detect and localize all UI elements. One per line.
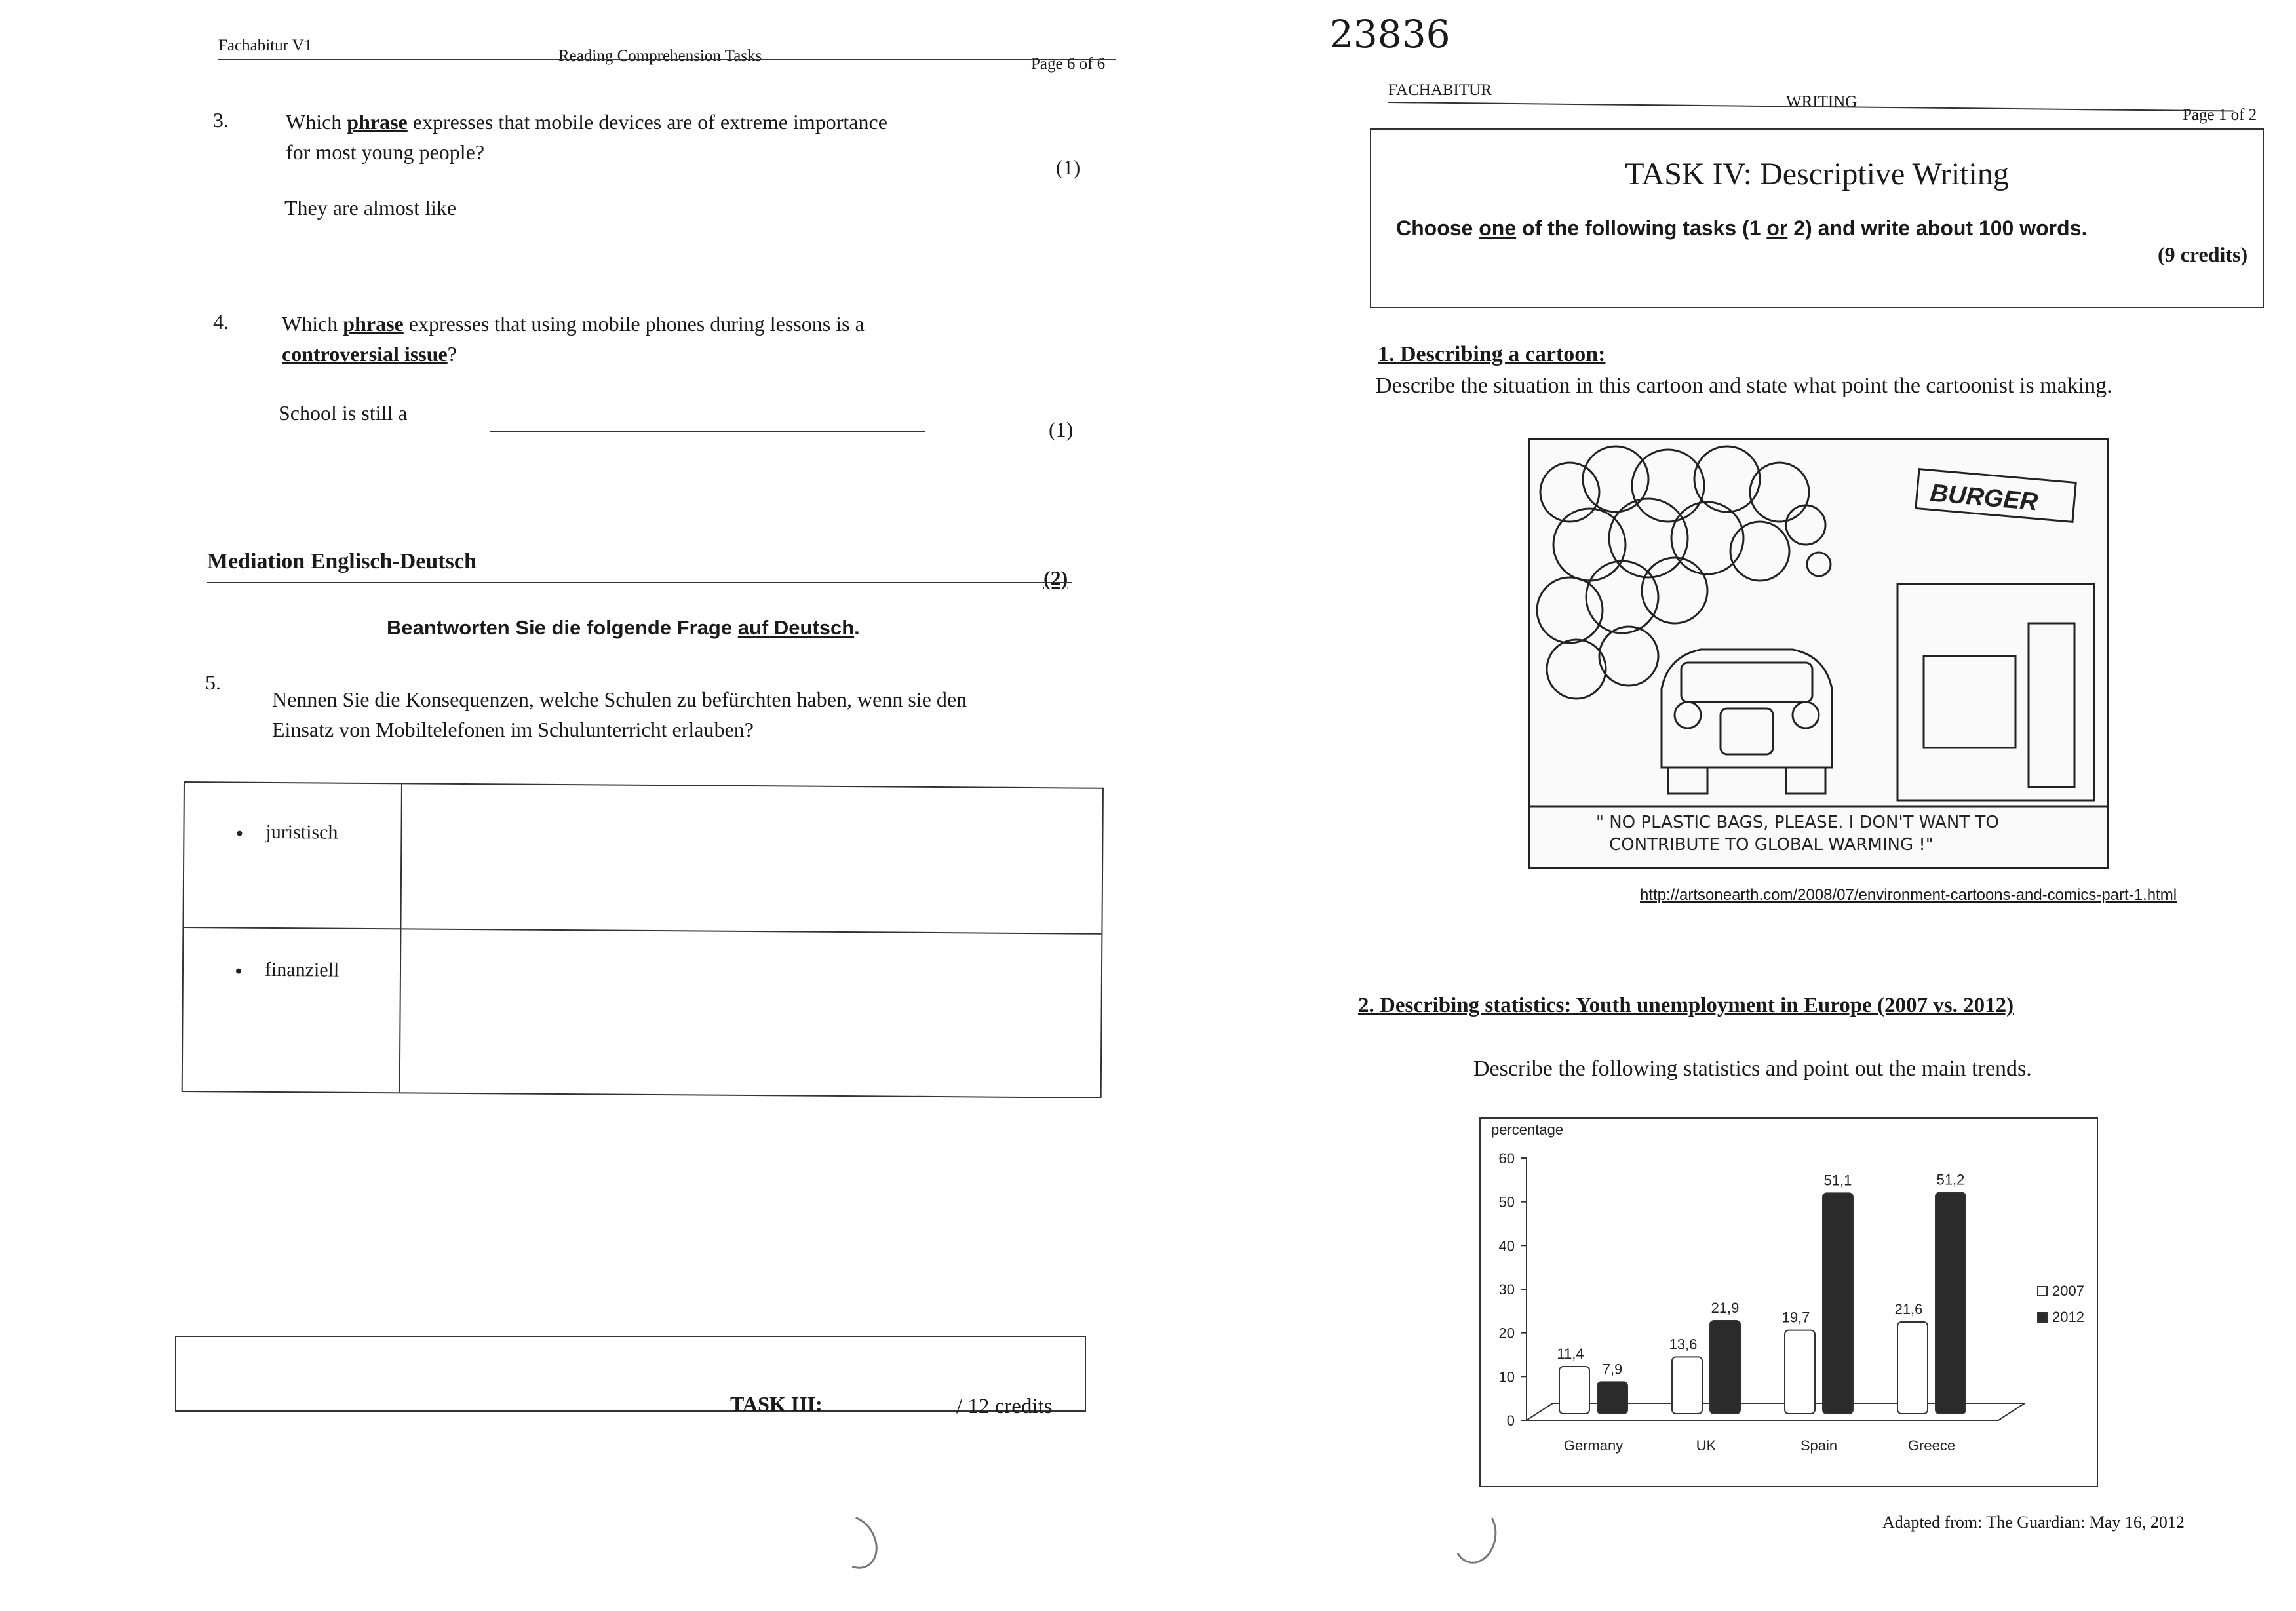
q5-number: 5. xyxy=(205,670,221,694)
cartoon-caption-line1: " NO PLASTIC BAGS, PLEASE. I DON'T WANT TO xyxy=(1596,813,1999,832)
task1-heading: 1. Describing a cartoon: xyxy=(1378,342,1606,366)
legend-swatch-2012 xyxy=(2038,1313,2047,1322)
answer-cell-juristisch[interactable] xyxy=(401,785,1100,931)
task2-text: Describe the following statistics and point out the main trends. xyxy=(1473,1057,2032,1081)
q4-points: (1) xyxy=(1049,417,1074,441)
bar-2012-Germany xyxy=(1597,1382,1627,1414)
data-label-2012-UK: 21,9 xyxy=(1711,1300,1740,1316)
legend-swatch-2007 xyxy=(2038,1287,2047,1296)
task-credits: (9 credits) xyxy=(2158,243,2248,266)
legend-label-2007: 2007 xyxy=(2052,1283,2084,1299)
bar-2007-UK xyxy=(1672,1357,1702,1414)
chart-svg xyxy=(1481,1119,2097,1486)
data-label-2012-Germany: 7,9 xyxy=(1602,1361,1623,1378)
table-row-label-finanziell: finanziell xyxy=(236,959,340,982)
data-label-2012-Spain: 51,1 xyxy=(1823,1172,1852,1189)
header-page: Page 6 of 6 xyxy=(1031,55,1106,73)
task-total-box xyxy=(175,1336,1086,1418)
header-left: FACHABITUR xyxy=(1388,81,1492,99)
mediation-rule xyxy=(207,582,1072,583)
car xyxy=(1662,650,1832,794)
y-tick-label: 50 xyxy=(1498,1194,1515,1211)
bar-2007-Greece xyxy=(1897,1322,1928,1414)
smoke-cloud xyxy=(1537,446,1831,699)
y-axis-label: percentage xyxy=(1491,1121,1564,1138)
q3-points: (1) xyxy=(1056,155,1081,179)
data-label-2007-UK: 13,6 xyxy=(1669,1336,1698,1353)
q4-number: 4. xyxy=(213,310,229,334)
q3-answer-prompt: They are almost like xyxy=(284,196,457,220)
mediation-points: (2) xyxy=(1043,566,1068,590)
table-row-label-juristisch: juristisch xyxy=(237,821,338,844)
x-tick-label: Greece xyxy=(1907,1437,1956,1454)
bar-2012-Greece xyxy=(1936,1193,1966,1414)
q3-number: 3. xyxy=(213,108,229,132)
header-rule xyxy=(218,59,1116,60)
total-score-line[interactable] xyxy=(868,1410,950,1412)
data-label-2007-Spain: 19,7 xyxy=(1781,1309,1810,1326)
cartoon-caption-line2: CONTRIBUTE TO GLOBAL WARMING !" xyxy=(1609,835,1934,855)
data-label-2007-Greece: 21,6 xyxy=(1894,1301,1923,1317)
data-label-2012-Greece: 51,2 xyxy=(1936,1171,1965,1188)
punch-hole-icon xyxy=(821,1507,887,1577)
x-tick-label: Germany xyxy=(1563,1437,1624,1454)
total-label: TASK III: xyxy=(730,1392,823,1416)
y-tick-label: 30 xyxy=(1498,1281,1515,1298)
right-page xyxy=(1148,0,2296,1611)
q3-text: Which phrase expresses that mobile devices are of extreme importance for most young people? xyxy=(286,110,887,164)
handwritten-number: 23836 xyxy=(1329,12,1450,56)
bullet-icon xyxy=(236,969,241,974)
y-tick-label: 60 xyxy=(1498,1150,1515,1167)
header-page: Page 1 of 2 xyxy=(2183,106,2257,124)
legend-label-2012: 2012 xyxy=(2052,1309,2084,1325)
y-tick-label: 40 xyxy=(1498,1237,1515,1254)
q4-answer-line[interactable] xyxy=(490,431,925,432)
q5-text: Nennen Sie die Konsequenzen, welche Schulen zu befürchten haben, wenn sie den Einsatz von Mobiltelefonen im Schulunterricht erlauben? xyxy=(272,688,967,741)
chart-source: Adapted from: The Guardian: May 16, 2012 xyxy=(1882,1513,2185,1532)
bullet-icon xyxy=(237,831,242,836)
y-tick-label: 10 xyxy=(1498,1368,1515,1386)
cartoon-image xyxy=(1528,438,2109,869)
total-value: / 12 credits xyxy=(956,1395,1053,1418)
task2-heading: 2. Describing statistics: Youth unemployment in Europe (2007 vs. 2012) xyxy=(1358,994,2014,1017)
task-title: TASK IV: Descriptive Writing xyxy=(1625,157,2009,191)
bar-2012-Spain xyxy=(1823,1193,1853,1414)
task-box xyxy=(1370,128,2264,308)
task1-text: Describe the situation in this cartoon and state what point the cartoonist is making. xyxy=(1376,374,2112,398)
y-tick-label: 20 xyxy=(1498,1325,1515,1342)
data-label-2007-Germany: 11,4 xyxy=(1557,1346,1584,1362)
burger-shop xyxy=(1897,469,2094,800)
q4-text: Which phrase expresses that using mobile phones during lessons is a controversial issue? xyxy=(282,312,865,366)
bar-2007-Germany xyxy=(1559,1367,1589,1414)
q4-answer-prompt: School is still a xyxy=(279,401,408,425)
x-tick-label: UK xyxy=(1696,1437,1717,1454)
y-tick-label: 0 xyxy=(1506,1412,1515,1429)
unemployment-chart xyxy=(1479,1117,2098,1487)
mediation-title: Mediation Englisch-Deutsch xyxy=(207,549,477,573)
bar-2007-Spain xyxy=(1785,1330,1815,1414)
header-center: WRITING xyxy=(1786,93,1858,111)
answer-cell-finanziell[interactable] xyxy=(400,929,1100,1095)
bar-2012-UK xyxy=(1710,1321,1740,1414)
cartoon-source-link[interactable]: http://artsonearth.com/2008/07/environment-cartoons-and-comics-part-1.html xyxy=(1640,886,2177,904)
task-instruction: Choose one of the following tasks (1 or 2) and write about 100 words. xyxy=(1396,216,2088,240)
x-tick-label: Spain xyxy=(1800,1437,1838,1454)
answer-table xyxy=(182,781,1104,1098)
mediation-instruction: Beantworten Sie die folgende Frage auf Deutsch. xyxy=(387,616,860,639)
cartoon-sign: BURGER xyxy=(1929,479,2039,516)
header-center: Reading Comprehension Tasks xyxy=(558,47,762,65)
header-left: Fachabitur V1 xyxy=(218,37,313,54)
punch-hole-icon xyxy=(1449,1504,1501,1567)
cartoon-drawing xyxy=(1530,440,2107,867)
